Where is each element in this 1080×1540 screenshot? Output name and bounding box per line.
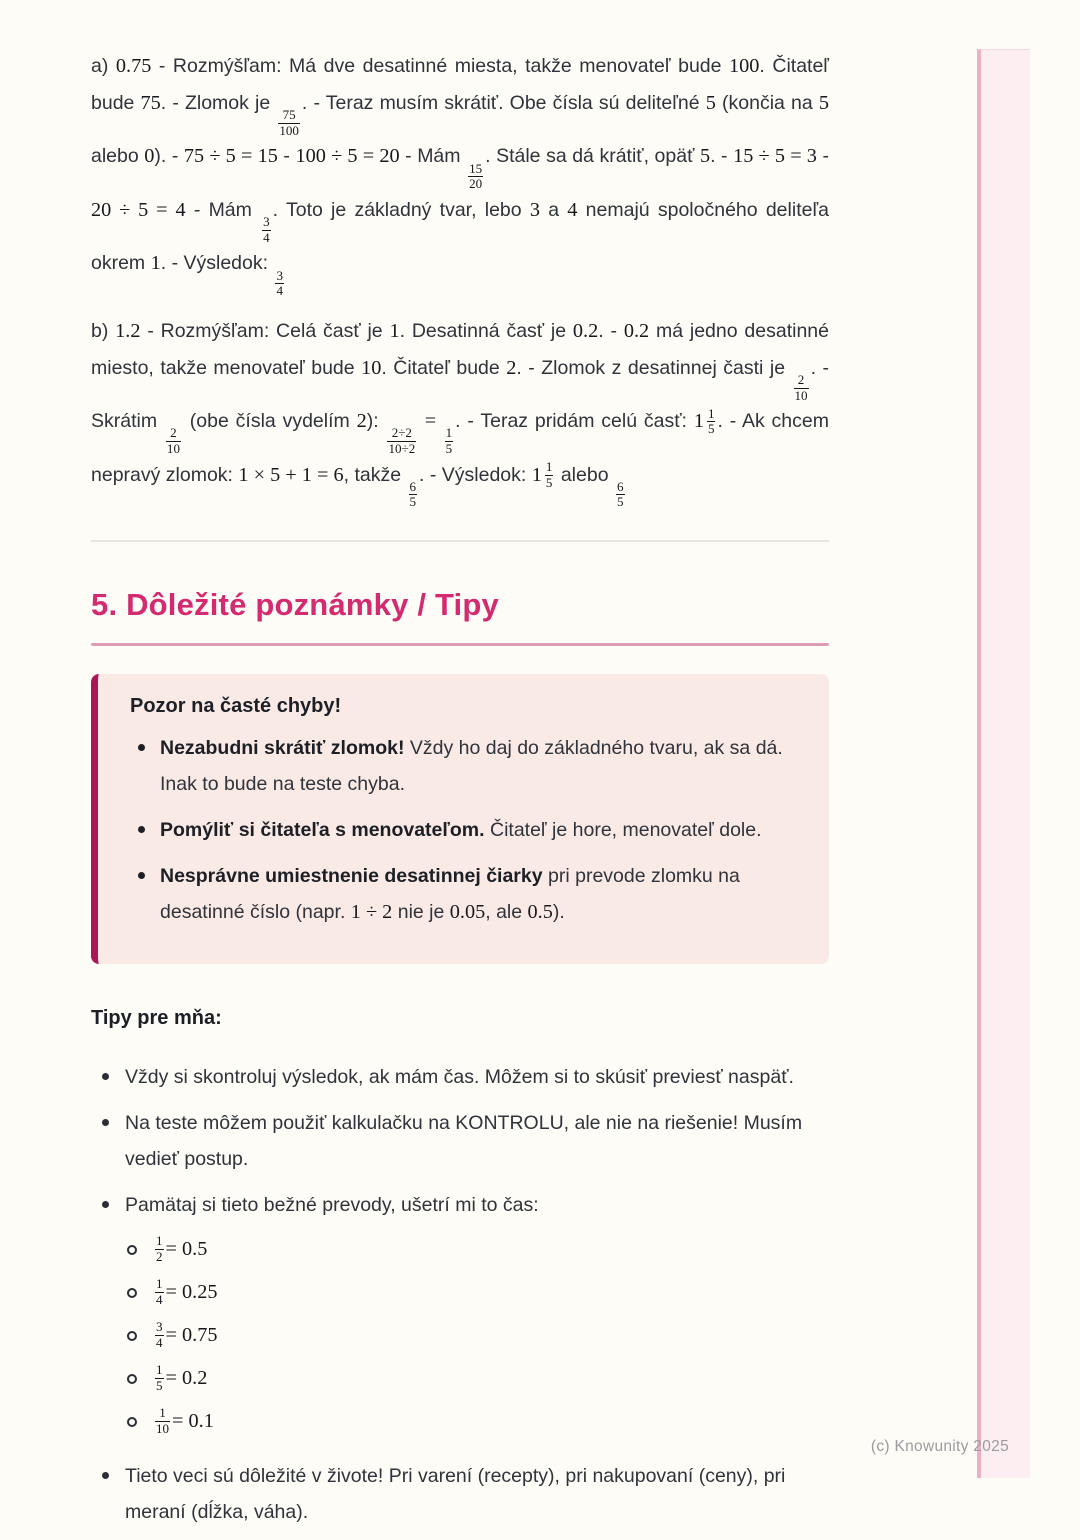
conversion-item-half: $\frac{1}{2}$ = 0.5 [125,1232,829,1266]
tips-title: Tipy pre mňa: [91,1007,222,1030]
watermark: (c) Knowunity 2025 [870,1438,1009,1455]
callout-title: Pozor na časté chyby! [130,695,342,718]
callout-item-reduce-fraction: Nezabudni skrátiť zlomok! Vždy ho daj do základného tvaru, ak sa dá. Inak to bude na teste chyba. [130,730,795,802]
tip-item-check-result: Vždy si skontroluj výsledok, ak mám čas. Môžem si to skúsiť previesť naspäť. [91,1059,829,1095]
solution-paragraph-a: a) 0.75 - Rozmýšľam: Má dve desatinné miesta, takže menovateľ bude 100. Čitateľ bude 75. - Zlomok je $\frac{75}{100}$ . - Teraz musím skrátiť. Obe čísla sú deliteľné 5 (končia na 5 alebo 0). - 75 ÷ 5 = 15 - 100 ÷ 5 = 20 - Mám $\frac{15}{20}$ . Stále sa dá krátiť, opäť 5. - 15 ÷ 5 = 3 - 20 ÷ 5 = 4 - Mám $\frac{3}{4}$ . Toto je základný tvar, lebo 3 a 4 nemajú spoločného deliteľa okrem 1. - Výsledok: $\frac{3}{4}$ [91,55,829,299]
document-content-column [91,48,829,1540]
conversion-item-fifth: $\frac{1}{5}$ = 0.2 [125,1361,829,1395]
callout-item-numerator-denominator: Pomýliť si čitateľa s menovateľom. Čitateľ je hore, menovateľ dole. [130,812,795,848]
conversions-sublist [125,1232,829,1438]
tip-item-real-life: Tieto veci sú dôležité v živote! Pri varení (recepty), pri nakupovaní (ceny), pri meraní (dĺžka, váha). [91,1458,829,1530]
next-page-edge [977,49,1030,1478]
section-heading: 5. Dôležité poznámky / Tipy [91,587,499,623]
tips-list [91,1059,829,1530]
tip-item-common-conversions [91,1187,829,1438]
conversion-item-three-quarters: $\frac{3}{4}$ = 0.75 [125,1318,829,1352]
conversion-item-tenth: $\frac{1}{10}$ = 0.1 [125,1404,829,1438]
heading-underline [91,643,829,646]
tip-item-calculator: Na teste môžem použiť kalkulačku na KONTROLU, ale nie na riešenie! Musím vedieť postup. [91,1105,829,1177]
solution-paragraph-b: b) 1.2 - Rozmýšľam: Celá časť je 1. Desatinná časť je 0.2. - 0.2 má jedno desatinné miesto, takže menovateľ bude 10. Čitateľ bude 2. - Zlomok z desatinnej časti je $\frac{2}{10}$ . - Skrátim $\frac{2}{10}$ (obe čísla vydelím 2): $\frac{2\div 2}{10\div 2}$ = $\frac{1}{5}$ . - Teraz pridám celú časť: 1 $\frac{1}{5}$ . - Ak chcem nepravý zlomok: 1 × 5 + 1 = 6, takže $\frac{6}{5}$ . - Výsledok: 1 $\frac{1}{5}$ alebo $\frac{6}{5}$ [91,319,829,510]
conversion-item-quarter: $\frac{1}{4}$ = 0.25 [125,1275,829,1309]
tip-item-common-conversions-text: Pamätaj si tieto bežné prevody, ušetrí mi to čas: [125,1194,539,1217]
warning-callout [91,674,829,964]
callout-item-decimal-point: Nesprávne umiestnenie desatinnej čiarky pri prevode zlomku na desatinné číslo (napr. 1 ÷ 2 nie je 0.05, ale 0.5). [130,858,795,930]
section-divider [91,540,829,542]
callout-list [130,730,795,930]
